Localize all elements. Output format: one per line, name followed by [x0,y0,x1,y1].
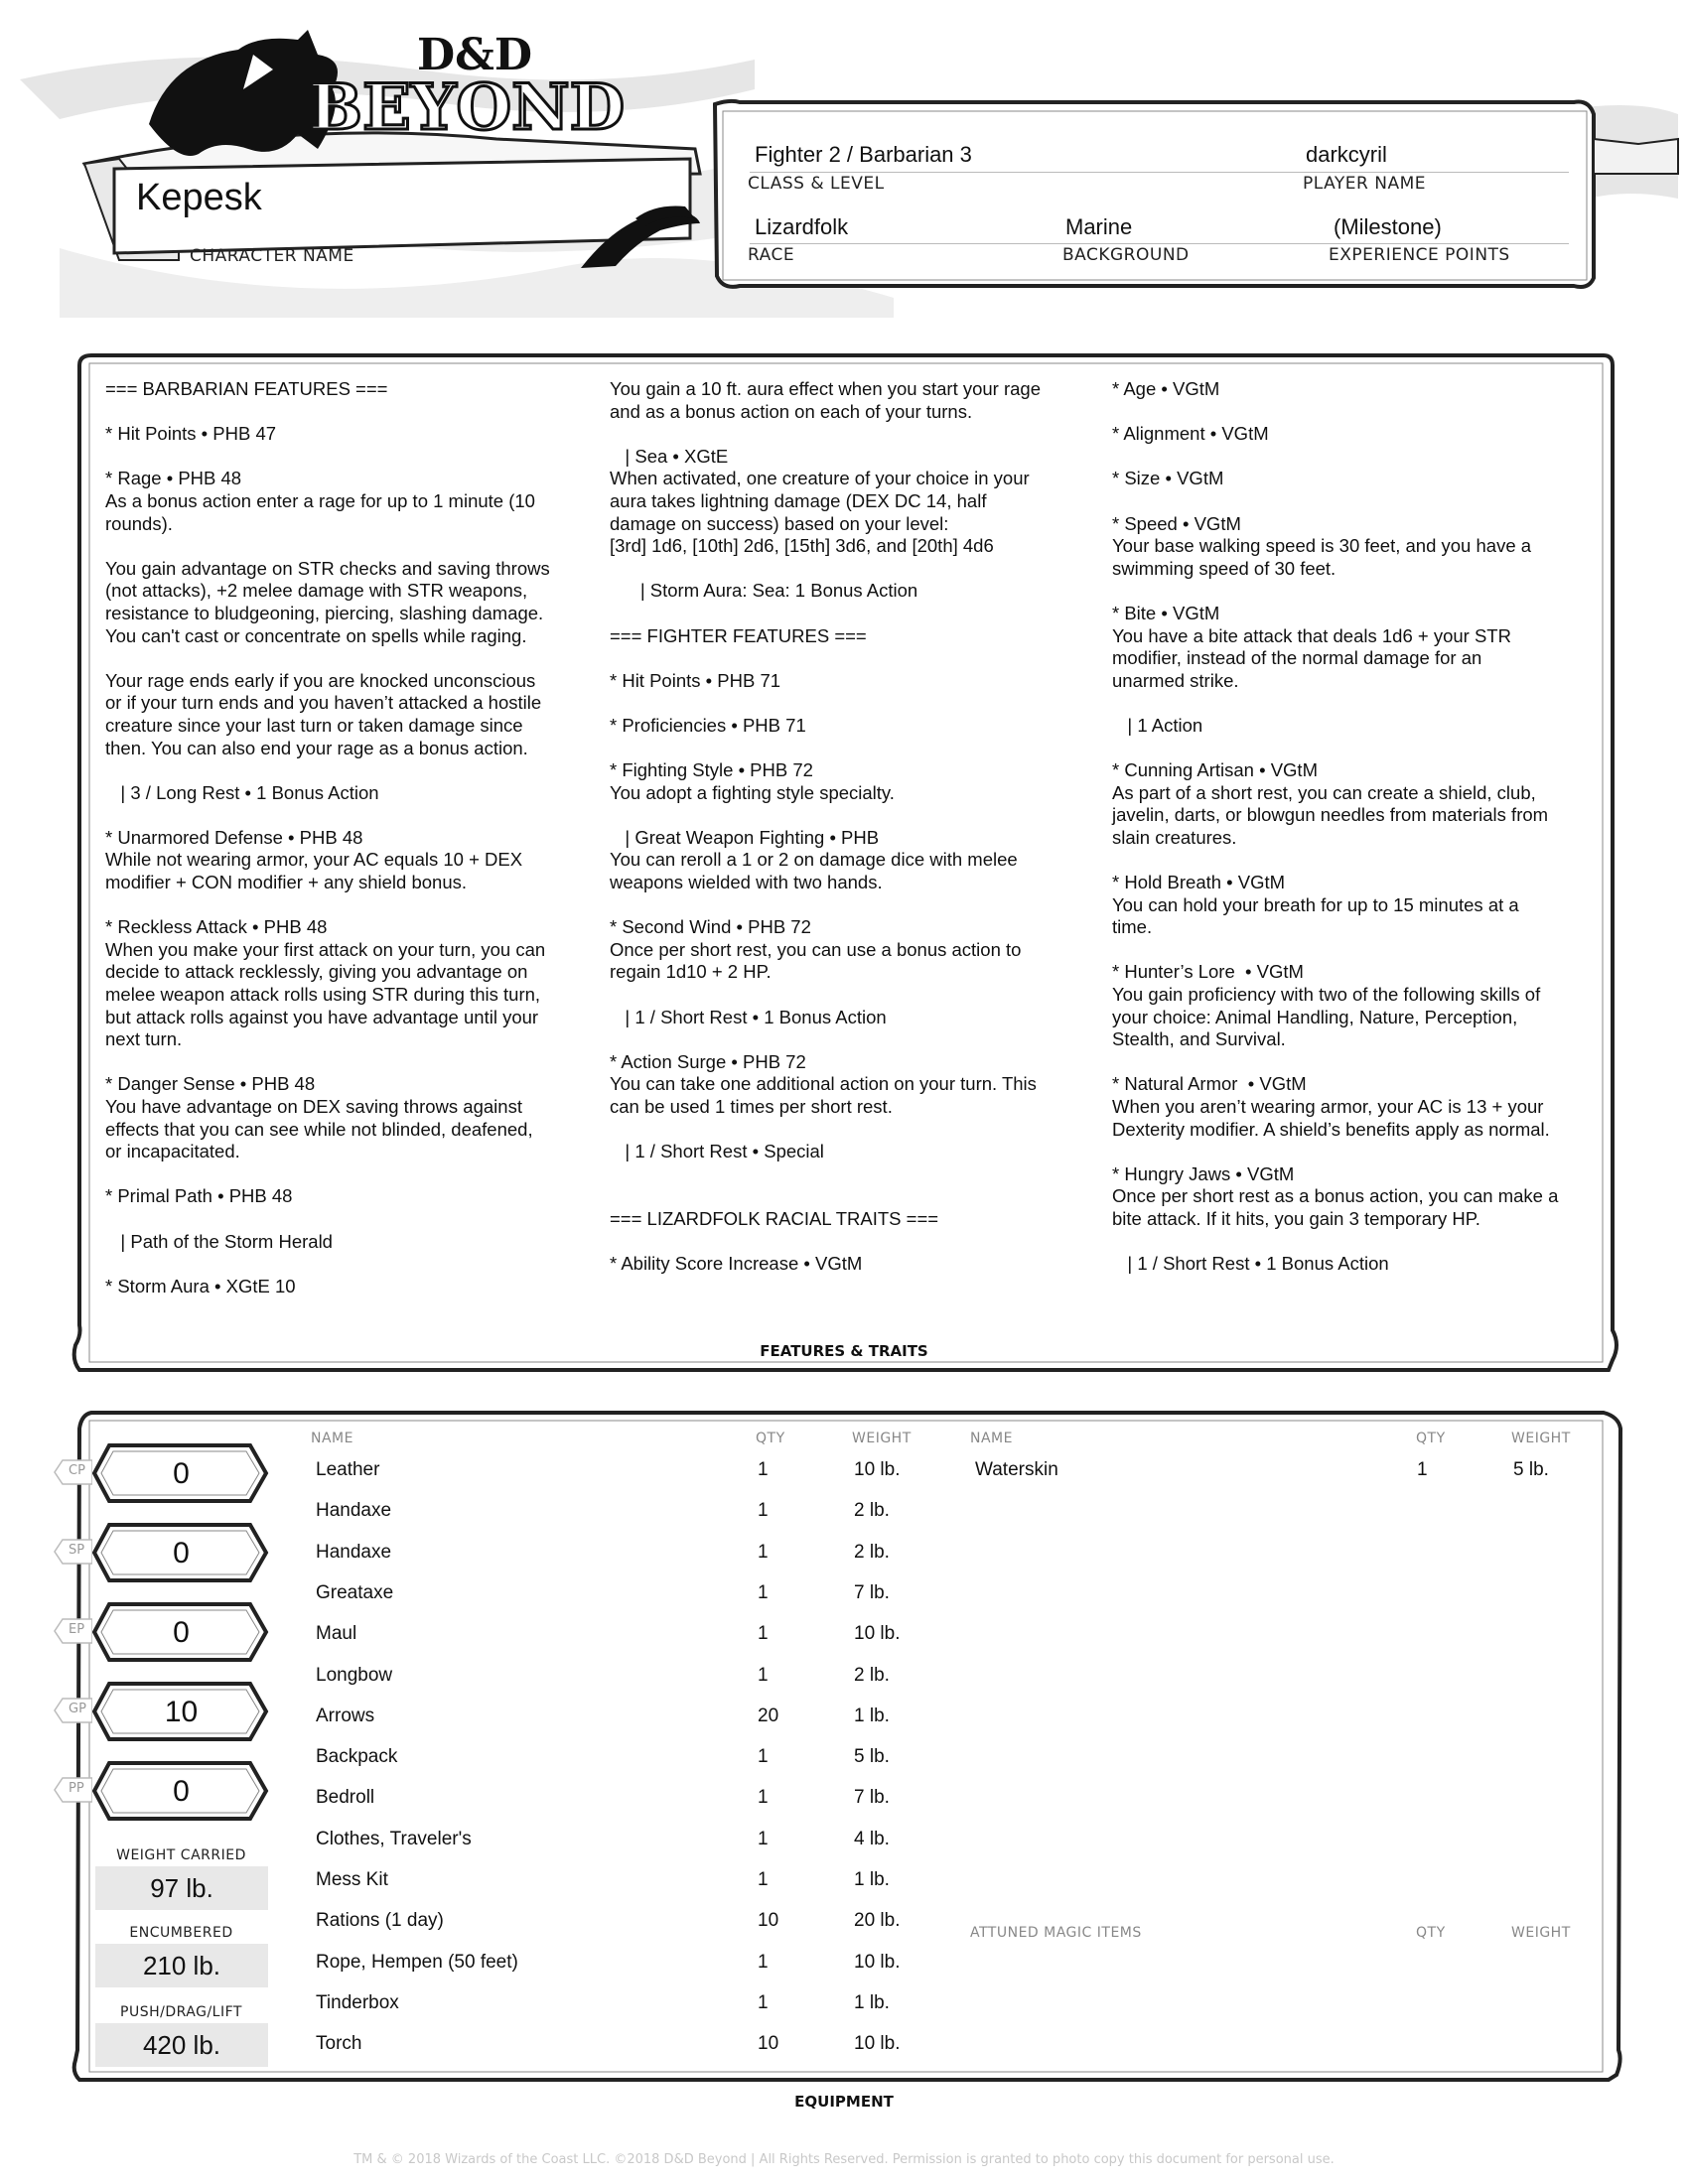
eq-header-name-2: NAME [970,1431,1013,1446]
equipment-weight: 7 lb. [854,1787,890,1809]
feature-line: or if your turn ends and you haven’t attacked a hostile [105,692,542,714]
equipment-weight: 2 lb. [854,1500,890,1522]
coin-tab [53,1697,92,1724]
feature-line: * Reckless Attack • PHB 48 [105,916,328,938]
feature-line: * Bite • VGtM [1112,602,1220,623]
coin-gp [69,1683,268,1740]
equipment-weight: 10 lb. [854,1623,901,1645]
feature-line [610,1163,1101,1186]
equipment-weight: 4 lb. [854,1828,890,1849]
equipment-qty: 1 [758,1459,769,1480]
feature-line: modifier + CON modifier + any shield bonus. [105,872,468,893]
weight-carried: 97 lb. [95,1866,268,1910]
equipment-qty: 1 [1417,1459,1428,1480]
feature-line: creature since your last turn or taken damage since [105,714,523,736]
feature-line: regain 1d10 + 2 HP. [610,961,772,983]
feature-line: | Sea • XGtE [610,445,729,467]
feature-line [105,647,597,670]
feature-line: your choice: Animal Handling, Nature, Perception, [1112,1006,1518,1027]
feature-line: * Speed • VGtM [1112,512,1241,534]
feature-line [105,1208,597,1231]
feature-line: * Rage • PHB 48 [105,468,242,489]
features-col-2 [610,378,1101,1276]
coin-label: CP [69,1463,85,1478]
equipment-weight: 5 lb. [1513,1459,1549,1480]
equipment-qty: 1 [758,1787,769,1809]
feature-line [105,446,597,469]
equipment-name: Torch [316,2033,362,2055]
equipment-name: Maul [316,1623,357,1645]
coin-value: 10 [164,1696,199,1728]
feature-line: [3rd] 1d6, [10th] 2d6, [15th] 3d6, and [20th] 4d6 [610,535,994,557]
coin-ep [69,1603,268,1661]
feature-line: time. [1112,916,1153,938]
eq-header-name: NAME [311,1431,353,1446]
feature-line: === LIZARDFOLK RACIAL TRAITS === [610,1207,939,1229]
equipment-qty: 1 [758,1500,769,1522]
equipment-qty: 1 [758,1623,769,1645]
equipment-name: Bedroll [316,1787,375,1809]
feature-line [610,603,1101,625]
coin-label: SP [69,1543,85,1558]
feature-line: * Age • VGtM [1112,378,1220,399]
equipment-name: Backpack [316,1746,398,1768]
feature-line: * Action Surge • PHB 72 [610,1050,806,1072]
feature-line: but attack rolls against you have advantage until your [105,1006,539,1027]
race: Lizardfolk [755,214,849,239]
feature-line: modifier, instead of the normal damage for an [1112,647,1482,669]
feature-line: weapons wielded with two hands. [610,872,883,893]
equipment-name: Greataxe [316,1581,394,1603]
feature-line: effects that you can see while not blinded, deafened, [105,1118,533,1140]
feature-line: You gain advantage on STR checks and saving throws [105,557,550,579]
coin-value: 0 [173,1457,190,1490]
logo-bottom: BEYOND [308,70,626,145]
feature-line: * Hungry Jaws • VGtM [1112,1162,1295,1184]
push-drag-lift-label: PUSH/DRAG/LIFT [120,2004,242,2020]
equipment-qty: 10 [758,1910,779,1932]
feature-line: * Natural Armor • VGtM [1112,1073,1307,1095]
equipment-qty: 1 [758,1541,769,1563]
background: Marine [1065,214,1133,239]
feature-line: * Hunter’s Lore • VGtM [1112,961,1304,983]
equipment-weight: 10 lb. [854,2033,901,2055]
feature-line: Once per short rest as a bonus action, you can make a [1112,1185,1559,1207]
feature-line: * Second Wind • PHB 72 [610,916,811,938]
feature-line [105,894,597,917]
feature-line: | Path of the Storm Herald [105,1230,333,1252]
feature-line [1112,446,1604,469]
equipment-name: Rations (1 day) [316,1910,444,1932]
coin-cp [69,1444,268,1502]
feature-line [105,1253,597,1276]
feature-line: | 1 / Short Rest • Special [610,1141,824,1162]
feature-line: * Proficiencies • PHB 71 [610,714,806,736]
feature-line: Stealth, and Survival. [1112,1028,1286,1050]
feature-line: When you make your first attack on your turn, you can [105,938,546,960]
equipment-name: Arrows [316,1705,375,1726]
features-col-1 [105,378,597,1297]
equipment-weight: 10 lb. [854,1951,901,1973]
feature-line: melee weapon attack rolls using STR during this turn, [105,984,541,1006]
feature-line: then. You can also end your rage as a bonus action. [105,737,528,758]
feature-line: Once per short rest, you can use a bonus action to [610,938,1022,960]
coin-tab [53,1538,92,1566]
equipment-weight: 2 lb. [854,1664,890,1686]
feature-line [610,1119,1101,1142]
feature-line [1112,849,1604,872]
equipment-qty: 1 [758,1664,769,1686]
feature-line: and as a bonus action on each of your turns. [610,400,973,422]
feature-line [610,804,1101,827]
feature-line [610,1231,1101,1254]
feature-line: unarmed strike. [1112,669,1239,691]
feature-line: As a bonus action enter a rage for up to 1 minute (10 [105,489,535,511]
feature-line [1112,490,1604,513]
equipment-qty: 1 [758,1746,769,1768]
feature-line: You gain proficiency with two of the following skills of [1112,984,1541,1006]
feature-line: * Alignment • VGtM [1112,423,1269,445]
player-name: darkcyril [1306,142,1387,167]
feature-line: Your base walking speed is 30 feet, and you have a [1112,535,1532,557]
feature-line: * Ability Score Increase • VGtM [610,1253,863,1275]
feature-line: aura takes lightning damage (DEX DC 14, half [610,489,987,511]
feature-line [105,401,597,424]
equipment-name: Longbow [316,1664,393,1686]
encumbered: 210 lb. [95,1944,268,1987]
feature-line: rounds). [105,512,173,534]
encumbered-label: ENCUMBERED [129,1925,233,1941]
coin-label: GP [69,1702,86,1716]
feature-line [1112,580,1604,603]
feature-line [610,738,1101,760]
feature-line [1112,401,1604,424]
feature-line: As part of a short rest, you can create a shield, club, [1112,781,1536,803]
background-label: BACKGROUND [1062,245,1190,265]
attuned-label: ATTUNED MAGIC ITEMS [970,1925,1142,1941]
feature-line [1112,1051,1604,1074]
feature-line: When activated, one creature of your choice in your [610,468,1030,489]
feature-line [105,535,597,558]
feature-line: * Unarmored Defense • PHB 48 [105,826,363,848]
feature-line: next turn. [105,1028,183,1050]
features-col-3 [1112,378,1604,1276]
feature-line: When you aren’t wearing armor, your AC is 13 + your [1112,1096,1544,1117]
feature-line: === BARBARIAN FEATURES === [105,378,388,399]
feature-line [105,759,597,782]
equipment-weight: 1 lb. [854,1991,890,2013]
equipment-qty: 20 [758,1705,779,1726]
coin-label: EP [69,1622,85,1637]
feature-line: You can't cast or concentrate on spells while raging. [105,624,527,646]
eq-header-weight: WEIGHT [852,1431,912,1446]
feature-line: slain creatures. [1112,826,1237,848]
feature-line: (not attacks), +2 melee damage with STR weapons, [105,580,528,602]
attuned-qty-label: QTY [1416,1925,1446,1941]
eq-header-qty-2: QTY [1416,1431,1446,1446]
class-level-label: CLASS & LEVEL [748,174,885,194]
footer: TM & © 2018 Wizards of the Coast LLC. ©2018 D&D Beyond | All Rights Reserved. Permission is granted to photo copy this document for personal use. [353,2152,1335,2167]
feature-line: javelin, darts, or blowgun needles from materials from [1112,804,1549,826]
coin-value: 0 [173,1775,190,1808]
feature-line [105,1163,597,1186]
feature-line: * Danger Sense • PHB 48 [105,1073,316,1095]
equipment-weight: 2 lb. [854,1541,890,1563]
feature-line [610,1185,1101,1208]
feature-line [610,984,1101,1007]
equipment-qty: 10 [758,2033,779,2055]
feature-line [105,804,597,827]
equipment-weight: 20 lb. [854,1910,901,1932]
feature-line: | 1 / Short Rest • 1 Bonus Action [1112,1253,1389,1275]
feature-line: * Primal Path • PHB 48 [105,1185,293,1207]
feature-line: You can take one additional action on your turn. This [610,1073,1037,1095]
experience: (Milestone) [1334,214,1442,239]
feature-line [1112,939,1604,962]
feature-line: * Fighting Style • PHB 72 [610,759,813,781]
character-name-label: CHARACTER NAME [190,246,354,266]
feature-line: * Storm Aura • XGtE 10 [105,1275,296,1297]
feature-line [105,1051,597,1074]
feature-line: bite attack. If it hits, you gain 3 temporary HP. [1112,1207,1480,1229]
equipment-weight: 10 lb. [854,1459,901,1480]
features-title: FEATURES & TRAITS [760,1342,928,1360]
feature-line [610,1028,1101,1051]
feature-line: You can hold your breath for up to 15 minutes at a [1112,893,1519,915]
coin-label: PP [69,1781,84,1796]
feature-line: swimming speed of 30 feet. [1112,557,1336,579]
feature-line: | Great Weapon Fighting • PHB [610,826,880,848]
feature-line: | Storm Aura: Sea: 1 Bonus Action [610,580,918,602]
feature-line: can be used 1 times per short rest. [610,1096,893,1117]
equipment-name: Handaxe [316,1500,392,1522]
feature-line: You have advantage on DEX saving throws against [105,1096,522,1117]
experience-label: EXPERIENCE POINTS [1329,245,1510,265]
feature-line [610,894,1101,917]
eq-header-weight-2: WEIGHT [1511,1431,1571,1446]
coin-value: 0 [173,1537,190,1570]
feature-line: You have a bite attack that deals 1d6 + your STR [1112,624,1511,646]
equipment-qty: 1 [758,1991,769,2013]
equipment-weight: 7 lb. [854,1581,890,1603]
feature-line: Your rage ends early if you are knocked unconscious [105,669,536,691]
equipment-weight: 1 lb. [854,1705,890,1726]
attuned-weight-label: WEIGHT [1511,1925,1571,1941]
equipment-weight: 5 lb. [854,1746,890,1768]
feature-line: Dexterity modifier. A shield’s benefits apply as normal. [1112,1118,1550,1140]
character-name: Kepesk [136,177,262,218]
feature-line [1112,738,1604,760]
equipment-name: Leather [316,1459,380,1480]
feature-line: * Hit Points • PHB 47 [105,423,277,445]
feature-line [1112,1231,1604,1254]
coin-sp [69,1524,268,1581]
feature-line: You adopt a fighting style specialty. [610,781,895,803]
player-name-label: PLAYER NAME [1303,174,1427,194]
feature-line: * Size • VGtM [1112,468,1224,489]
class-level: Fighter 2 / Barbarian 3 [755,142,972,167]
feature-line: resistance to bludgeoning, piercing, slashing damage. [105,602,544,623]
feature-line: damage on success) based on your level: [610,512,949,534]
coin-tab [53,1617,92,1645]
feature-line: * Cunning Artisan • VGtM [1112,759,1318,781]
coin-tab [53,1458,92,1486]
weight-carried-label: WEIGHT CARRIED [116,1847,246,1863]
equipment-name: Waterskin [975,1459,1058,1480]
logo-top: D&D [416,30,533,80]
equipment-qty: 1 [758,1581,769,1603]
feature-line: * Hold Breath • VGtM [1112,872,1286,893]
feature-line: | 1 / Short Rest • 1 Bonus Action [610,1006,887,1027]
feature-line: | 1 Action [1112,714,1203,736]
feature-line: You can reroll a 1 or 2 on damage dice with melee [610,849,1018,871]
race-label: RACE [748,245,795,265]
coin-pp [69,1762,268,1820]
feature-line: | 3 / Long Rest • 1 Bonus Action [105,781,379,803]
feature-line [1112,1141,1604,1163]
equipment-name: Rope, Hempen (50 feet) [316,1951,518,1973]
feature-line [610,423,1101,446]
equipment-qty: 1 [758,1951,769,1973]
equipment-name: Tinderbox [316,1991,399,2013]
push-drag-lift: 420 lb. [95,2023,268,2067]
feature-line: or incapacitated. [105,1141,240,1162]
feature-line: While not wearing armor, your AC equals 10 + DEX [105,849,523,871]
feature-line: * Hit Points • PHB 71 [610,669,781,691]
feature-line [1112,692,1604,715]
equipment-name: Handaxe [316,1541,392,1563]
equipment-weight: 1 lb. [854,1869,890,1890]
equipment-qty: 1 [758,1869,769,1890]
equipment-qty: 1 [758,1828,769,1849]
equipment-name: Clothes, Traveler's [316,1828,472,1849]
equipment-name: Mess Kit [316,1869,388,1890]
feature-line: You gain a 10 ft. aura effect when you start your rage [610,378,1042,399]
feature-line: === FIGHTER FEATURES === [610,624,867,646]
feature-line [610,558,1101,581]
feature-line: decide to attack recklessly, giving you advantage on [105,961,528,983]
equipment-title: EQUIPMENT [794,2093,894,2111]
eq-header-qty: QTY [756,1431,785,1446]
feature-line [610,647,1101,670]
feature-line [610,692,1101,715]
coin-value: 0 [173,1616,190,1649]
coin-tab [53,1776,92,1804]
